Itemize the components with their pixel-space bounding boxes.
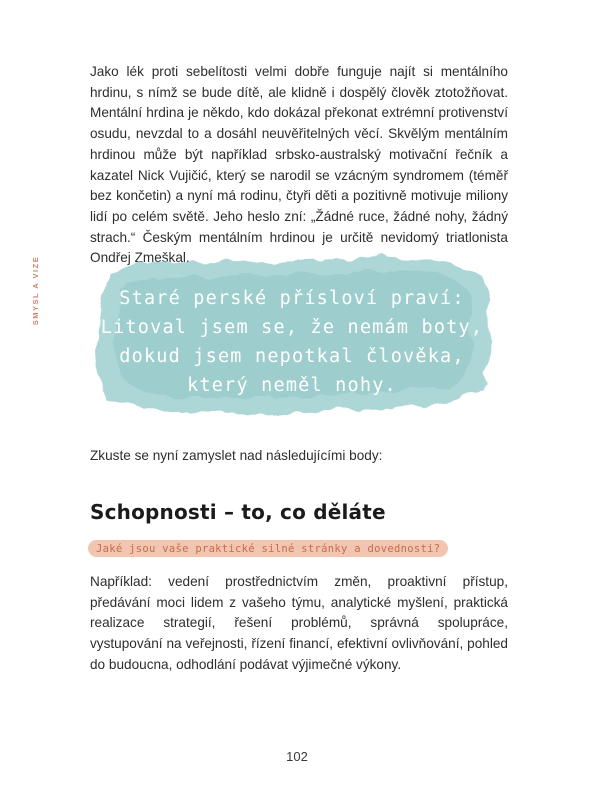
quote-line: Litoval jsem se, že nemám boty,	[100, 317, 484, 338]
quote-line: Staré perské přísloví praví:	[119, 288, 465, 309]
quote-text	[86, 284, 498, 400]
prompt-paragraph: Zkuste se nyní zamyslet nad následujícími body:	[90, 448, 383, 463]
section-side-label	[29, 252, 43, 328]
page-number: 102	[286, 749, 308, 764]
quote-line: který neměl nohy.	[187, 375, 397, 396]
highlight-question-pill	[88, 540, 448, 557]
side-label-text: SMYSL A VIZE	[31, 255, 41, 325]
highlight-question-text: Jaké jsou vaše praktické silné stránky a dovednosti?	[96, 542, 441, 555]
examples-paragraph: Například: vedení prostřednictvím změn, proaktivní přístup, předávání moci lidem z vašeho týmu, analytické myšlení, praktická realizace strategií, řešení problémů, správná spolupráce, vystupování na veřejnosti, řízení financí, efektivní ovlivňování, pohled do budoucna, odhodlání podávat výjimečné výkony.	[90, 574, 508, 672]
section-heading: Schopnosti – to, co děláte	[90, 500, 386, 524]
intro-paragraph: Jako lék proti sebelítosti velmi dobře funguje najít si mentálního hrdinu, s nímž se bude dítě, ale klidně i dospělý člověk ztotožňovat. Mentální hrdina je někdo, kdo dokázal překonat extrémní protivenství osudu, nevzdal to a dosáhl neuvěřitelných věcí. Skvělým mentálním hrdinou může být například srbsko-australský motivační řečník a kazatel Nick Vujičić, který se narodil se vzácným syndromem (téměř bez končetin) a nyní má rodinu, čtyři děti a pozitivně motivuje miliony lidí po celém světě. Jeho heslo zní: „Žádné ruce, žádné nohy, žádný strach.“ Českým mentálním hrdinou je určitě nevidomý triatlonista Ondřej Zmeškal.	[90, 64, 508, 266]
quote-box	[86, 250, 498, 420]
quote-line: dokud jsem nepotkal člověka,	[119, 346, 465, 367]
